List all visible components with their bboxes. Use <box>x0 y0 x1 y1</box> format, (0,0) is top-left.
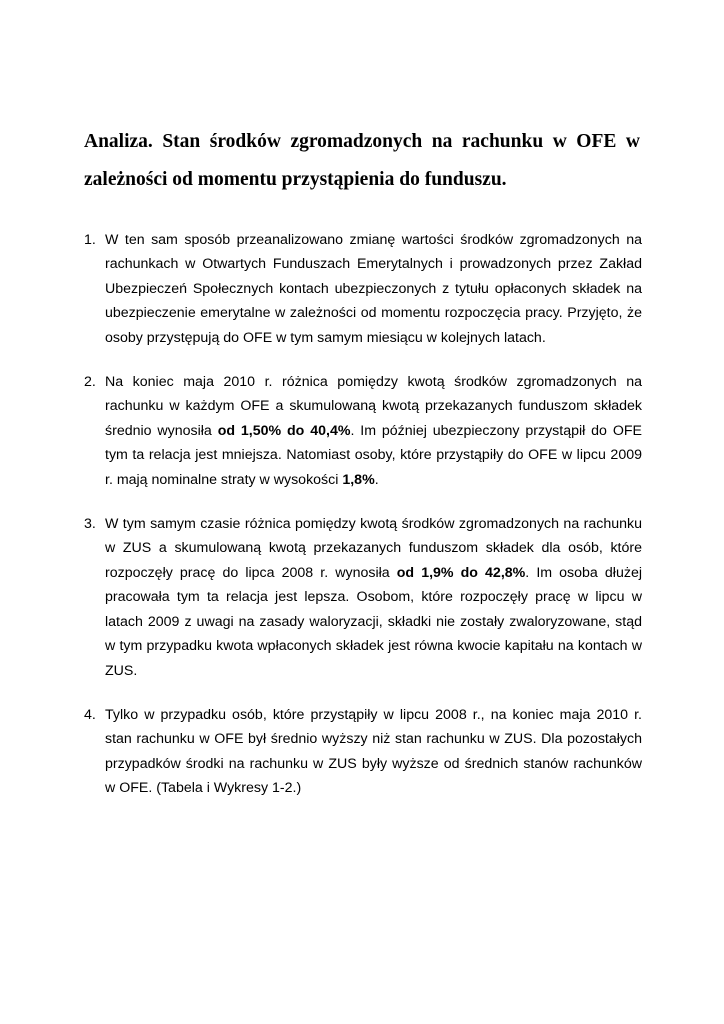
bold-range: od 1,50% do 40,4% <box>217 422 351 439</box>
bold-value: 1,8% <box>342 471 375 488</box>
list-item-text: Na koniec maja 2010 r. różnica pomiędzy kwotą środków zgromadzonych na rachunku w każdym OFE a skumulowaną kwotą przekazanych funduszom składek średnio wynosiła <box>105 374 642 439</box>
list-item <box>84 370 642 492</box>
numbered-list <box>84 228 642 821</box>
list-item-text: . Im osoba dłużej pracowała tym ta relacja jest lepsza. Osobom, które rozpoczęły pracę w lipcu w latach 2009 z uwagi na zasady waloryzacji, składki nie zostały zwaloryzowane, stąd w tym przypadku kwota wpłaconych składek jest równa kwocie kapitału na kontach w ZUS. <box>105 564 642 679</box>
bold-range: od 1,9% do 42,8% <box>396 564 526 581</box>
list-item <box>84 703 642 801</box>
list-item <box>84 512 642 683</box>
list-item-number: 2. <box>84 374 96 391</box>
list-item-text: . <box>374 471 379 488</box>
list-item-number: 4. <box>84 706 96 723</box>
list-item-number: 1. <box>84 232 96 248</box>
list-item-number: 3. <box>84 516 96 533</box>
document-title: Analiza. Stan środków zgromadzonych na rachunku w OFE w zależności od momentu przystąpienia do funduszu. <box>84 131 640 190</box>
list-item-text: W tym samym czasie różnica pomiędzy kwotą środków zgromadzonych na rachunku w ZUS a skumulowaną kwotą przekazanych funduszom składek dla osób, które rozpoczęły pracę do lipca 2008 r. wynosiła <box>105 516 642 581</box>
list-item-text: . Im później ubezpieczony przystąpił do OFE tym ta relacja jest mniejsza. Natomiast osoby, które przystąpiły do OFE w lipcu 2009 r. mają nominalne straty w wysokości <box>105 422 642 488</box>
list-item <box>84 228 642 350</box>
list-item-text: Tylko w przypadku osób, które przystąpiły w lipcu 2008 r., na koniec maja 2010 r. stan rachunku w OFE był średnio wyższy niż stan rachunku w ZUS. Dla pozostałych przypadków środki na rachunku w ZUS były wyższe od średnich stanów rachunków w OFE. (Tabela i Wykresy 1-2.) <box>105 706 642 797</box>
list-item-text: W ten sam sposób przeanalizowano zmianę wartości środków zgromadzonych na rachunkach w Otwartych Funduszach Emerytalnych i prowadzonych przez Zakład Ubezpieczeń Społecznych kontach ubezpieczonych z tytułu opłaconych składek na ubezpieczenie emerytalne w zależności od momentu rozpoczęcia pracy. Przyjęto, że osoby przystępują do OFE w tym samym miesiącu w kolejnych latach. <box>105 232 642 346</box>
